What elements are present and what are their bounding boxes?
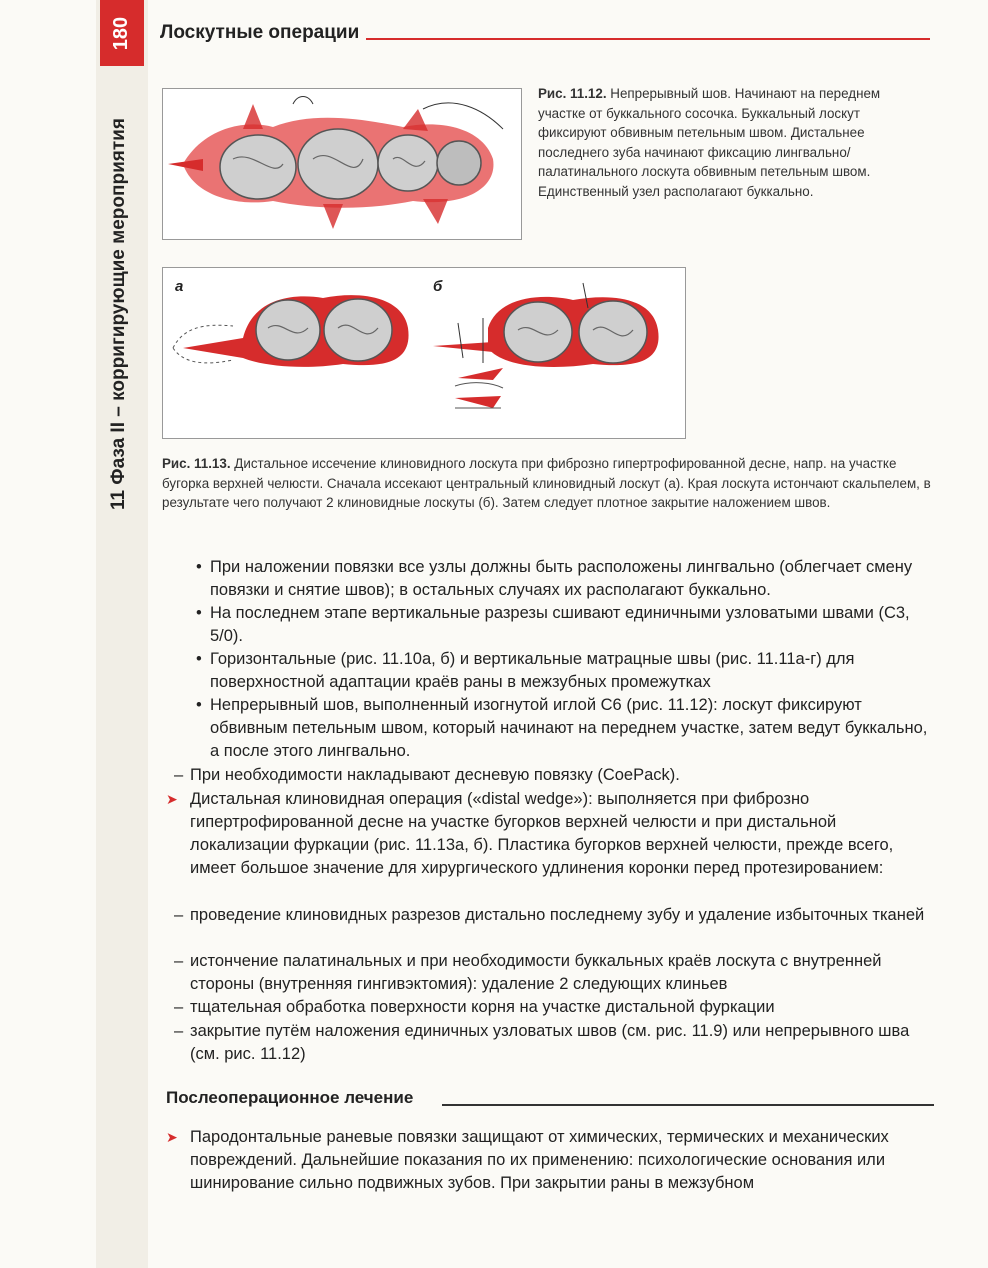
figure-11-13-drawing [163,268,685,438]
bullet-item: • Непрерывный шов, выполненный изогнутой иглой С6 (рис. 11.12): лоскут фиксируют обвивным петельным швом, который начинают на переднем участке, затем ведут буккально, а после этого лингвально. [210,694,934,763]
caption-text: Дистальное иссечение клиновидного лоскута при фиброзно гипертрофированной десне, напр. на участке бугорка верхней челюсти. Сначала иссекают центральный клиновидный лоскут (а). Края лоскута истончают скальпелем, в результате чего получают 2 клиновидные лоскуты (б). Затем следует плотное закрытие наложением швов. [162,456,931,510]
figure-11-13 [162,267,686,439]
section-rule [442,1104,934,1106]
figure-11-12 [162,88,522,240]
caption-text: Непрерывный шов. Начинают на переднем участке от буккального сосочка. Буккальный лоскут фиксируют обвивным петельным швом. Дистальнее последнего зуба начинают фиксацию лингвально/палатинального лоскута обвивным петельным швом. Единственный узел располагают буккально. [538,86,881,199]
section-heading: Послеоперационное лечение [166,1088,414,1107]
figure-label-a: а [175,278,184,295]
caption-label: Рис. 11.12. [538,86,607,101]
bullet-item: • При наложении повязки все узлы должны быть расположены лингвально (облегчает смену повязки и снятие швов); в остальных случаях их располагают буккально. [210,556,934,602]
figure-11-13-caption [162,454,934,513]
dash-item: – проведение клиновидных разрезов дистально последнему зубу и удаление избыточных тканей [190,904,934,927]
dash-item: – При необходимости накладывают десневую повязку (CoePack). [190,764,934,787]
arrow-paragraph: ➤ Пародонтальные раневые повязки защищают от химических, термических и механических повреждений. Дальнейшие показания по их применению: психологические основания или шинирование сильно подвижных зубов. При закрытии раны в межзубном [190,1126,934,1195]
page-number: 180 [100,0,144,66]
dash-item: – истончение палатинальных и при необходимости буккальных краёв лоскута с внутренней стороны (внутренняя гингивэктомия): удаление 2 следующих клиньев [190,950,934,996]
bullet-item: • На последнем этапе вертикальные разрезы сшивают единичными узловатыми швами (С3, 5/0). [210,602,934,648]
dash-item: – закрытие путём наложения единичных узловатых швов (см. рис. 11.9) или непрерывного шва (см. рис. 11.12) [190,1020,934,1066]
arrow-paragraph: ➤ Дистальная клиновидная операция («distal wedge»): выполняется при фиброзно гипертрофированной десне на участке бугорков верхней челюсти и при дистальной локализации фуркации (рис. 11.13а, б). Пластика бугорков верхней челюсти, прежде всего, имеет большое значение для хирургического удлинения коронки перед протезированием: [190,788,934,880]
figure-11-12-drawing [163,89,521,239]
header-rule [366,38,930,40]
bullet-item: • Горизонтальные (рис. 11.10а, б) и вертикальные матрацные швы (рис. 11.11а-г) для поверхностной адаптации краёв раны в межзубных промежутках [210,648,934,694]
caption-label: Рис. 11.13. [162,456,231,471]
dash-item: – тщательная обработка поверхности корня на участке дистальной фуркации [190,996,934,1019]
figure-11-12-caption [538,84,930,201]
figure-label-b: б [433,278,443,295]
running-header: Лоскутные операции [160,22,360,43]
